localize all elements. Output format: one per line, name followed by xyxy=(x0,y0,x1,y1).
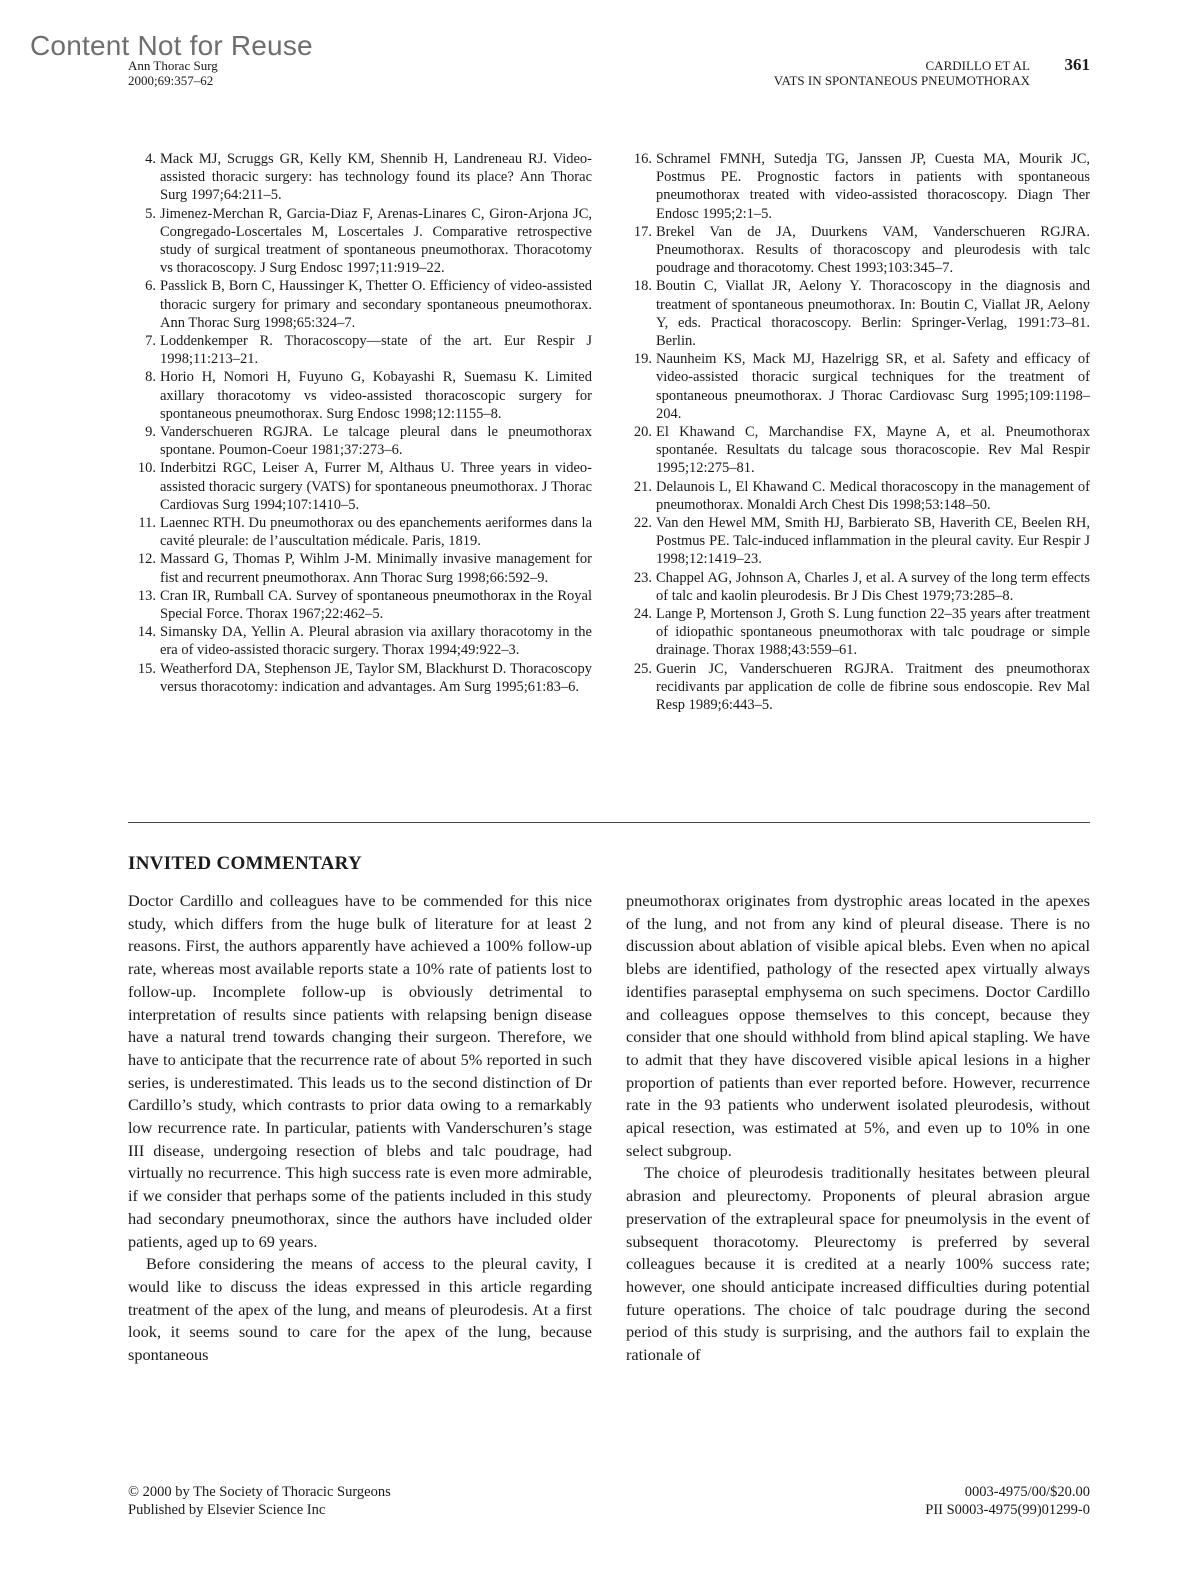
running-header xyxy=(774,58,1030,88)
reference-text: Schramel FMNH, Sutedja TG, Janssen JP, Cuesta MA, Mourik JC, Postmus PE. Prognostic factors in patients with spontaneous pneumothorax treated with video-assisted thoracoscopy. Diagn Ther Endosc 1995;2:1–5. xyxy=(656,151,1090,222)
reference-item xyxy=(128,332,592,368)
reference-list xyxy=(128,150,1090,714)
reference-number: 24. xyxy=(633,606,652,623)
copyright-line: © 2000 by The Society of Thoracic Surgeons xyxy=(128,1484,391,1500)
reference-number: 13. xyxy=(137,587,156,604)
reference-item xyxy=(624,423,1090,478)
reference-number: 10. xyxy=(137,460,156,477)
reference-item xyxy=(128,660,592,696)
reference-text: Loddenkemper R. Thoracoscopy—state of the art. Eur Respir J 1998;11:213–21. xyxy=(160,333,592,368)
commentary-paragraph: Doctor Cardillo and colleagues have to be commended for this nice study, which differs from the huge bulk of literature for at least 2 reasons. First, the authors apparently have achieved a 100% follow-up rate, whereas most available reports state a 10% rate of patients lost to follow-up. Incomplete follow-up is obviously detrimental to interpretation of results since patients with relapsing benign disease have a natural trend towards changing their surgeon. Therefore, we have to anticipate that the recurrence rate of about 5% reported in such series, is underestimated. This leads us to the second distinction of Dr Cardillo’s study, which contrasts to prior data owing to a remarkably low recurrence rate. In particular, patients with Vanderschuren’s stage III disease, undergoing resection of blebs and talc poudrage, had virtually no recurrence. This high success rate is even more admirable, if we consider that perhaps some of the patients included in this study had secondary pneumothorax, since the authors have included older patients, aged up to 69 years. xyxy=(128,891,592,1251)
reference-text: Boutin C, Viallat JR, Aelony Y. Thoracoscopy in the diagnosis and treatment of spontaneous pneumothorax. In: Boutin C, Viallat JR, Aelony Y, eds. Practical thoracoscopy. Berlin: Springer-Verlag, 1991:73–81. Berlin. xyxy=(656,278,1090,350)
reference-column-left xyxy=(128,150,592,714)
reference-item xyxy=(128,623,592,659)
reference-item xyxy=(128,205,592,278)
reference-number: 16. xyxy=(633,151,652,167)
reference-item xyxy=(128,459,592,514)
reference-text: Chappel AG, Johnson A, Charles J, et al. A survey of the long term effects of talc and kaolin pleurodesis. Br J Dis Chest 1979;73:285–8. xyxy=(656,569,1090,604)
reference-number: 19. xyxy=(633,351,652,368)
reference-number: 25. xyxy=(633,660,652,677)
running-authors: CARDILLO ET AL xyxy=(925,58,1030,73)
reference-item xyxy=(624,350,1090,423)
reference-text: Van den Hewel MM, Smith HJ, Barbierato SB, Haverith CE, Beelen RH, Postmus PE. Talc-induced inflammation in the pleural cavity. Eur Respir J 1998;12:1419–23. xyxy=(656,515,1090,568)
reference-item xyxy=(128,423,592,459)
pii-line: PII S0003-4975(99)01299-0 xyxy=(925,1502,1090,1518)
footer-right xyxy=(925,1483,1090,1519)
watermark: Content Not for Reuse xyxy=(30,30,313,61)
reference-text: Laennec RTH. Du pneumothorax ou des epanchements aeriformes dans la cavité pleurale: de l’auscultation médicale. Paris, 1819. xyxy=(160,515,592,550)
reference-text: Brekel Van de JA, Duurkens VAM, Vanderschueren RGJRA. Pneumothorax. Results of thoracoscopy and pleurodesis with talc poudrage and thoracotomy. Chest 1993;103:345–7. xyxy=(656,223,1090,277)
reference-number: 21. xyxy=(633,478,652,495)
journal-name: Ann Thorac Surg xyxy=(128,58,218,73)
journal-header xyxy=(128,58,218,88)
reference-text: Delaunois L, El Khawand C. Medical thoracoscopy in the management of pneumothorax. Monaldi Arch Chest Dis 1998;53:148–50. xyxy=(656,478,1090,513)
commentary-paragraph: The choice of pleurodesis traditionally hesitates between pleural abrasion and pleurectomy. Proponents of pleural abrasion argue preservation of the extrapleural space for pneumolysis in the event of subsequent thoracotomy. Pleurectomy is preferred by several colleagues because it is credited at a nearly 100% success rate; however, one should anticipate increased difficulties during potential future operations. The choice of talc poudrage during the second period of this study is surprising, and the authors fail to explain the rationale of xyxy=(626,1163,1090,1365)
reference-text: Guerin JC, Vanderschueren RGJRA. Traitment des pneumothorax recidivants par application de colle de fibrine sous endoscopie. Rev Mal Resp 1989;6:443–5. xyxy=(656,660,1090,714)
reference-item xyxy=(624,660,1090,715)
reference-number: 23. xyxy=(633,569,652,586)
publisher-line: Published by Elsevier Science Inc xyxy=(128,1502,326,1518)
reference-item xyxy=(624,150,1090,223)
commentary-heading: INVITED COMMENTARY xyxy=(128,853,362,874)
reference-number: 5. xyxy=(145,205,156,222)
reference-number: 9. xyxy=(145,424,156,441)
reference-text: Mack MJ, Scruggs GR, Kelly KM, Shennib H, Landreneau RJ. Video-assisted thoracic surgery: has technology found its place? Ann Thorac Surg 1997;64:211–5. xyxy=(160,151,592,204)
section-divider xyxy=(128,822,1090,823)
page-number: 361 xyxy=(1064,55,1090,74)
reference-text: Cran IR, Rumball CA. Survey of spontaneous pneumothorax in the Royal Special Force. Thorax 1967;22:462–5. xyxy=(160,587,592,623)
reference-text: El Khawand C, Marchandise FX, Mayne A, et al. Pneumothorax spontanée. Resultats du talcage sous thoracoscopie. Rev Mal Respir 1995;12:275–81. xyxy=(656,424,1090,477)
reference-number: 4. xyxy=(145,151,156,167)
reference-item xyxy=(624,569,1090,605)
reference-item xyxy=(624,223,1090,278)
reference-text: Vanderschueren RGJRA. Le talcage pleural dans le pneumothorax spontane. Poumon-Coeur 1981;37:273–6. xyxy=(160,424,592,459)
reference-text: Naunheim KS, Mack MJ, Hazelrigg SR, et al. Safety and efficacy of video-assisted thoracic surgical techniques for the treatment of spontaneous pneumothorax. J Thorac Cardiovasc Surg 1995;109:1198–204. xyxy=(656,351,1090,422)
reference-number: 20. xyxy=(633,424,652,441)
reference-number: 12. xyxy=(137,551,156,568)
issn-line: 0003-4975/00/$20.00 xyxy=(964,1484,1090,1500)
reference-text: Lange P, Mortenson J, Groth S. Lung function 22–35 years after treatment of idiopathic spontaneous pneumothorax with talc poudrage or simple drainage. Thorax 1988;43:559–61. xyxy=(656,606,1090,659)
reference-item xyxy=(128,277,592,332)
reference-text: Simansky DA, Yellin A. Pleural abrasion via axillary thoracotomy in the era of video-assisted thoracic surgery. Thorax 1994;49:922–3. xyxy=(160,624,592,659)
reference-text: Massard G, Thomas P, Wihlm J-M. Minimally invasive management for fist and recurrent pneumothorax. Ann Thorac Surg 1998;66:592–9. xyxy=(160,551,592,586)
reference-item xyxy=(128,514,592,550)
reference-text: Horio H, Nomori H, Fuyuno G, Kobayashi R, Suemasu K. Limited axillary thoracotomy vs video-assisted thoracoscopic surgery for spontaneous pneumothorax. Surg Endosc 1998;12:1155–8. xyxy=(160,369,592,422)
reference-item xyxy=(624,277,1090,350)
commentary-body xyxy=(128,890,1090,1367)
reference-text: Passlick B, Born C, Haussinger K, Thetter O. Efficiency of video-assisted thoracic surgery for primary and secondary spontaneous pneumothorax. Ann Thorac Surg 1998;65:324–7. xyxy=(160,278,592,331)
commentary-paragraph: pneumothorax originates from dystrophic areas located in the apexes of the lung, and not from any kind of pleural disease. There is no discussion about ablation of visible apical blebs. Even when no apical blebs are identified, pathology of the resected apex virtually always identifies paraseptal emphysema on such specimens. Doctor Cardillo and colleagues oppose themselves to this concept, because they consider that one should withhold from blind apical stapling. We have to admit that they have discovered visible apical lesions in a higher proportion of patients than ever reported before. However, recurrence rate in the 93 patients who underwent isolated pleurodesis, without apical resection, was estimated at 5%, and even up to 10% in one select subgroup. xyxy=(626,891,1090,1160)
footer-left xyxy=(128,1483,391,1519)
reference-text: Inderbitzi RGC, Leiser A, Furrer M, Althaus U. Three years in video-assisted thoracic surgery (VATS) for spontaneous pneumothorax. J Thorac Cardiovas Surg 1994;107:1410–5. xyxy=(160,460,592,513)
reference-number: 22. xyxy=(633,515,652,532)
reference-item xyxy=(624,605,1090,660)
reference-number: 11. xyxy=(138,515,156,532)
reference-number: 18. xyxy=(633,278,652,295)
commentary-paragraph: Before considering the means of access to the pleural cavity, I would like to discuss the ideas expressed in this article regarding treatment of the apex of the lung, and means of pleurodesis. At a first look, it seems sound to care for the apex of the lung, because spontaneous xyxy=(128,1254,592,1365)
reference-item xyxy=(624,514,1090,569)
reference-item xyxy=(128,368,592,423)
reference-text: Jimenez-Merchan R, Garcia-Diaz F, Arenas-Linares C, Giron-Arjona JC, Congregado-Loscertales M, Loscertales J. Comparative retrospective study of surgical treatment of spontaneous pneumothorax. Thoracotomy vs thoracoscopy. J Surg Endosc 1997;11:919–22. xyxy=(160,205,592,277)
commentary-column-left xyxy=(128,890,592,1367)
reference-number: 17. xyxy=(633,223,652,240)
reference-item xyxy=(128,150,592,205)
reference-column-right xyxy=(624,150,1090,714)
journal-citation: 2000;69:357–62 xyxy=(128,73,214,88)
reference-item xyxy=(128,550,592,586)
reference-item xyxy=(128,587,592,623)
reference-item xyxy=(624,478,1090,514)
reference-number: 7. xyxy=(145,333,156,350)
reference-number: 15. xyxy=(137,660,156,677)
commentary-column-right xyxy=(626,890,1090,1367)
reference-number: 6. xyxy=(145,278,156,295)
reference-text: Weatherford DA, Stephenson JE, Taylor SM, Blackhurst D. Thoracoscopy versus thoracotomy: indication and advantages. Am Surg 1995;61:83–6. xyxy=(160,660,592,695)
reference-number: 14. xyxy=(137,624,156,641)
reference-number: 8. xyxy=(145,369,156,386)
running-title: VATS IN SPONTANEOUS PNEUMOTHORAX xyxy=(773,73,1030,88)
